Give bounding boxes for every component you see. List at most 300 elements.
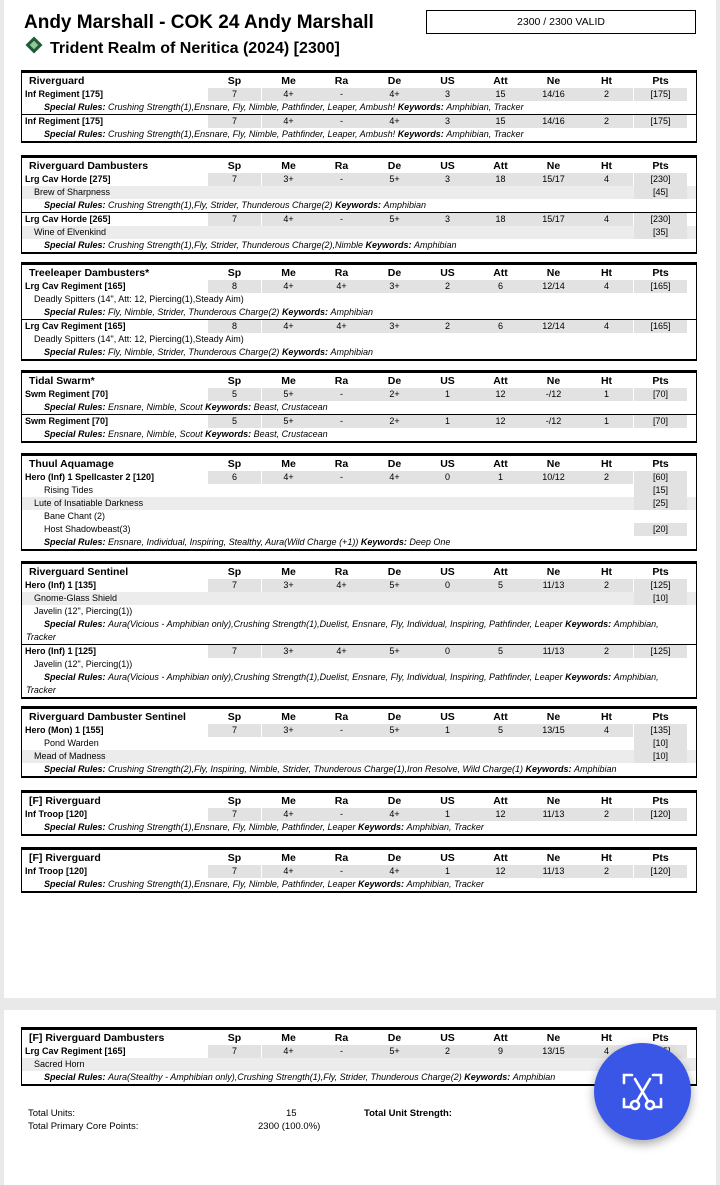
unit-entry-row	[22, 579, 696, 592]
unit-name: [F] Riverguard	[29, 852, 101, 864]
unit-name: Riverguard	[29, 75, 85, 87]
unit-entry-label: Lrg Cav Regiment [165]	[25, 1046, 126, 1056]
column-header-ht: Ht	[600, 458, 613, 470]
unit-entry-label: Swm Regiment [70]	[25, 389, 109, 399]
unit-block	[21, 155, 697, 254]
stat-us: 3	[421, 115, 474, 128]
stat-att: 5	[474, 724, 527, 737]
column-header-de: De	[387, 566, 402, 578]
stat-de: 4+	[368, 88, 421, 101]
stat-us: 1	[421, 415, 474, 428]
column-header-us: US	[440, 795, 455, 807]
column-header-us: US	[440, 852, 455, 864]
upgrade-label: Javelin (12", Piercing(1))	[34, 606, 133, 616]
keywords-label: Keywords:	[397, 129, 447, 139]
upgrade-row	[22, 523, 696, 536]
unit-name: [F] Riverguard Dambusters	[29, 1032, 165, 1044]
stat-us: 2	[421, 320, 474, 333]
special-rules-text: Aura(Vicious - Amphibian only),Crushing Strength(1),Duelist, Ensnare, Fly, Individual, Inspiring, Pathfinder, Leaper	[108, 672, 566, 682]
stat-pts: [125]	[634, 645, 687, 658]
column-header-me: Me	[281, 795, 296, 807]
unit-entry-label: Hero (Mon) 1 [155]	[25, 725, 104, 735]
keywords-label: Keywords:	[360, 537, 410, 547]
unit-header-row	[22, 265, 696, 280]
stat-de: 5+	[368, 173, 421, 186]
column-header-ra: Ra	[334, 267, 349, 279]
column-header-pts: Pts	[652, 852, 669, 864]
column-header-ra: Ra	[334, 458, 349, 470]
upgrade-points: [15]	[634, 484, 687, 497]
stat-pts: [70]	[634, 415, 687, 428]
stat-de: 3+	[368, 280, 421, 293]
special-rules-line	[22, 199, 696, 212]
upgrade-row	[22, 605, 696, 618]
upgrade-label: Deadly Spitters (14", Att: 12, Piercing(1),Steady Aim)	[34, 294, 244, 304]
upgrade-label: Rising Tides	[44, 485, 94, 495]
stat-pts: [125]	[634, 579, 687, 592]
column-header-sp: Sp	[227, 852, 242, 864]
upgrade-points: [45]	[634, 186, 687, 199]
stat-de: 5+	[368, 724, 421, 737]
unit-block	[21, 790, 697, 836]
column-header-sp: Sp	[227, 160, 242, 172]
stat-de: 4+	[368, 115, 421, 128]
stat-ra: 4+	[315, 280, 368, 293]
keywords-text: Beast, Crustacean	[253, 429, 328, 439]
column-header-me: Me	[281, 852, 296, 864]
column-header-de: De	[387, 795, 402, 807]
stat-ne: 10/12	[527, 471, 580, 484]
points-valid-box: 2300 / 2300 VALID	[426, 10, 696, 34]
unit-entry-row	[22, 414, 696, 428]
stat-de: 2+	[368, 415, 421, 428]
keywords-text: Deep One	[409, 537, 451, 547]
column-header-att: Att	[493, 160, 508, 172]
stat-ne: 12/14	[527, 320, 580, 333]
stat-att: 12	[474, 388, 527, 401]
stat-ra: -	[315, 173, 368, 186]
column-header-de: De	[387, 375, 402, 387]
column-header-me: Me	[281, 375, 296, 387]
column-header-me: Me	[281, 1032, 296, 1044]
stat-sp: 6	[208, 471, 261, 484]
stat-ne: 12/14	[527, 280, 580, 293]
stat-sp: 7	[208, 115, 261, 128]
special-rules-label: Special Rules:	[44, 129, 109, 139]
stat-ht: 4	[580, 280, 633, 293]
unit-name: Riverguard Dambusters	[29, 160, 149, 172]
stat-us: 0	[421, 645, 474, 658]
keywords-label: Keywords:	[397, 102, 447, 112]
unit-entry-row	[22, 280, 696, 293]
keywords-text: Amphibian, Tracker	[26, 619, 659, 642]
unit-header-row	[22, 73, 696, 88]
column-header-ra: Ra	[334, 711, 349, 723]
special-rules-label: Special Rules:	[44, 879, 109, 889]
special-rules-label: Special Rules:	[44, 402, 109, 412]
stat-att: 1	[474, 471, 527, 484]
keywords-label: Keywords:	[205, 429, 254, 439]
upgrade-label: Wine of Elvenkind	[34, 227, 107, 237]
column-header-ne: Ne	[546, 566, 561, 578]
special-rules-line	[22, 346, 696, 359]
keywords-text: Amphibian, Tracker	[446, 102, 524, 112]
keywords-label: Keywords:	[358, 879, 407, 889]
special-rules-label: Special Rules:	[44, 537, 109, 547]
column-header-att: Att	[493, 566, 508, 578]
column-header-us: US	[440, 75, 455, 87]
upgrade-points: [20]	[634, 523, 687, 536]
special-rules-text: Ensnare, Nimble, Scout	[108, 402, 206, 412]
stat-ra: -	[315, 388, 368, 401]
special-rules-label: Special Rules:	[44, 102, 109, 112]
column-header-de: De	[387, 852, 402, 864]
unit-entry-row	[22, 644, 696, 658]
column-header-ne: Ne	[546, 795, 561, 807]
stat-me: 4+	[262, 1045, 315, 1058]
unit-entry-row	[22, 808, 696, 821]
upgrade-label: Sacred Horn	[34, 1059, 85, 1069]
column-header-att: Att	[493, 458, 508, 470]
stat-ra: 4+	[315, 645, 368, 658]
keywords-label: Keywords:	[565, 672, 614, 682]
stat-ne: 15/17	[527, 173, 580, 186]
total-units-label: Total Units:	[28, 1108, 75, 1119]
column-header-me: Me	[281, 75, 296, 87]
column-header-sp: Sp	[227, 375, 242, 387]
upgrade-row	[22, 186, 696, 199]
unit-header-row	[22, 709, 696, 724]
special-rules-line	[22, 536, 696, 549]
upgrade-label: Bane Chant (2)	[44, 511, 106, 521]
special-rules-text: Ensnare, Individual, Inspiring, Stealthy, Aura(Wild Charge (+1))	[108, 537, 361, 547]
upgrade-row	[22, 484, 696, 497]
special-rules-line	[22, 878, 696, 891]
stat-ne: 15/17	[527, 213, 580, 226]
column-header-me: Me	[281, 458, 296, 470]
column-header-sp: Sp	[227, 267, 242, 279]
unit-entry-row	[22, 724, 696, 737]
unit-entry-label: Swm Regiment [70]	[25, 416, 109, 426]
keywords-label: Keywords:	[365, 240, 414, 250]
stat-pts: [135]	[634, 724, 687, 737]
keywords-text: Amphibian	[573, 764, 617, 774]
column-header-de: De	[387, 75, 402, 87]
stat-me: 4+	[262, 808, 315, 821]
stat-ht: 4	[580, 1045, 633, 1058]
special-rules-line	[22, 101, 696, 114]
stat-ht: 2	[580, 88, 633, 101]
keywords-text: Amphibian	[512, 1072, 556, 1082]
stat-de: 4+	[368, 865, 421, 878]
keywords-text: Amphibian	[330, 347, 373, 357]
stat-sp: 5	[208, 388, 261, 401]
page-title: Andy Marshall - COK 24 Andy Marshall	[24, 12, 374, 33]
stat-me: 3+	[262, 645, 315, 658]
special-rules-text: Crushing Strength(1),Fly, Strider, Thunderous Charge(2),Nimble	[108, 240, 366, 250]
total-primary-core-points-value: 2300 (100.0%)	[258, 1121, 321, 1132]
total-unit-strength-label: Total Unit Strength:	[364, 1108, 452, 1119]
special-rules-line	[22, 671, 696, 697]
unit-header-row	[22, 158, 696, 173]
special-rules-line	[22, 128, 696, 141]
stat-pts: [175]	[634, 115, 687, 128]
stat-me: 4+	[262, 280, 315, 293]
column-header-us: US	[440, 1032, 455, 1044]
stat-ht: 4	[580, 213, 633, 226]
unit-entry-row	[22, 212, 696, 226]
column-header-pts: Pts	[652, 375, 669, 387]
column-header-us: US	[440, 375, 455, 387]
stat-de: 4+	[368, 471, 421, 484]
stat-me: 4+	[262, 213, 315, 226]
column-header-ne: Ne	[546, 458, 561, 470]
column-header-us: US	[440, 711, 455, 723]
unit-name: [F] Riverguard	[29, 795, 101, 807]
column-header-sp: Sp	[227, 795, 242, 807]
special-rules-label: Special Rules:	[44, 240, 109, 250]
stat-us: 3	[421, 88, 474, 101]
stat-pts: [175]	[634, 88, 687, 101]
unit-entry-row	[22, 319, 696, 333]
unit-block	[21, 262, 697, 361]
keywords-text: Beast, Crustacean	[253, 402, 328, 412]
upgrade-row	[22, 333, 696, 346]
column-header-pts: Pts	[652, 566, 669, 578]
stat-me: 4+	[262, 320, 315, 333]
special-rules-line	[22, 428, 696, 441]
stat-pts: [230]	[634, 173, 687, 186]
unit-entry-label: Inf Troop [120]	[25, 809, 88, 819]
upgrade-row	[22, 658, 696, 671]
stat-me: 4+	[262, 471, 315, 484]
stat-ne: 11/13	[527, 808, 580, 821]
stat-ra: -	[315, 1045, 368, 1058]
column-header-ht: Ht	[600, 75, 613, 87]
upgrade-row	[22, 510, 696, 523]
special-rules-text: Crushing Strength(1),Ensnare, Fly, Nimble, Pathfinder, Leaper	[108, 822, 358, 832]
stat-ht: 4	[580, 320, 633, 333]
special-rules-label: Special Rules:	[44, 672, 109, 682]
scissors-fab-button[interactable]	[594, 1043, 691, 1140]
column-header-att: Att	[493, 375, 508, 387]
column-header-me: Me	[281, 267, 296, 279]
column-header-sp: Sp	[227, 458, 242, 470]
special-rules-text: Ensnare, Nimble, Scout	[108, 429, 206, 439]
stat-att: 15	[474, 115, 527, 128]
column-header-att: Att	[493, 852, 508, 864]
stat-pts: [165]	[634, 320, 687, 333]
column-header-pts: Pts	[652, 75, 669, 87]
column-header-me: Me	[281, 160, 296, 172]
column-header-ne: Ne	[546, 711, 561, 723]
stat-de: 5+	[368, 213, 421, 226]
upgrade-points: [10]	[634, 737, 687, 750]
stat-ra: -	[315, 808, 368, 821]
stat-att: 18	[474, 173, 527, 186]
upgrade-points: [10]	[634, 750, 687, 763]
upgrade-label: Host Shadowbeast(3)	[44, 524, 131, 534]
stat-us: 2	[421, 280, 474, 293]
stat-pts: [165]	[634, 280, 687, 293]
upgrade-row	[22, 293, 696, 306]
stat-us: 3	[421, 173, 474, 186]
column-header-ra: Ra	[334, 795, 349, 807]
stat-ne: 13/15	[527, 1045, 580, 1058]
unit-entry-label: Inf Troop [120]	[25, 866, 88, 876]
column-header-de: De	[387, 267, 402, 279]
stat-ra: -	[315, 88, 368, 101]
stat-ra: -	[315, 724, 368, 737]
keywords-text: Amphibian, Tracker	[26, 672, 659, 695]
unit-header-row	[22, 373, 696, 388]
stat-me: 3+	[262, 579, 315, 592]
keywords-label: Keywords:	[281, 307, 331, 317]
upgrade-points: [35]	[634, 226, 687, 239]
stat-att: 6	[474, 280, 527, 293]
keywords-text: Amphibian, Tracker	[406, 822, 484, 832]
army-subtitle: Trident Realm of Neritica (2024) [2300]	[24, 40, 340, 58]
upgrade-row	[22, 750, 696, 763]
stat-ht: 2	[580, 579, 633, 592]
stat-ra: -	[315, 115, 368, 128]
special-rules-line	[22, 763, 696, 776]
column-header-ne: Ne	[546, 75, 561, 87]
document-header	[24, 10, 700, 64]
column-header-ra: Ra	[334, 375, 349, 387]
column-header-ht: Ht	[600, 566, 613, 578]
stat-de: 5+	[368, 645, 421, 658]
unit-entry-row	[22, 173, 696, 186]
stat-ht: 2	[580, 115, 633, 128]
stat-att: 12	[474, 808, 527, 821]
unit-name: Riverguard Dambuster Sentinel	[29, 711, 186, 723]
unit-entry-row	[22, 88, 696, 101]
unit-entry-row	[22, 388, 696, 401]
column-header-pts: Pts	[652, 795, 669, 807]
unit-entry-label: Inf Regiment [175]	[25, 89, 104, 99]
unit-name: Treeleaper Dambusters*	[29, 267, 150, 279]
unit-header-row	[22, 564, 696, 579]
unit-entry-row	[22, 114, 696, 128]
upgrade-row	[22, 737, 696, 750]
scissors-icon	[594, 1043, 691, 1140]
stat-me: 4+	[262, 115, 315, 128]
stat-att: 5	[474, 645, 527, 658]
special-rules-text: Fly, Nimble, Strider, Thunderous Charge(2)	[108, 347, 282, 357]
column-header-us: US	[440, 267, 455, 279]
column-header-pts: Pts	[652, 458, 669, 470]
stat-sp: 5	[208, 415, 261, 428]
unit-block	[21, 70, 697, 143]
keywords-text: Amphibian, Tracker	[446, 129, 524, 139]
column-header-pts: Pts	[652, 711, 669, 723]
column-header-sp: Sp	[227, 566, 242, 578]
column-header-ht: Ht	[600, 160, 613, 172]
column-header-ne: Ne	[546, 160, 561, 172]
unit-entry-row	[22, 865, 696, 878]
stat-ht: 4	[580, 173, 633, 186]
stat-ht: 2	[580, 865, 633, 878]
stat-us: 0	[421, 471, 474, 484]
unit-header-row	[22, 850, 696, 865]
unit-entry-label: Hero (Inf) 1 Spellcaster 2 [120]	[25, 472, 155, 482]
special-rules-line	[22, 401, 696, 414]
stat-me: 3+	[262, 724, 315, 737]
column-header-ht: Ht	[600, 711, 613, 723]
stat-me: 5+	[262, 388, 315, 401]
upgrade-row	[22, 497, 696, 510]
keywords-label: Keywords:	[464, 1072, 513, 1082]
special-rules-text: Crushing Strength(1),Ensnare, Fly, Nimble, Pathfinder, Leaper	[108, 879, 358, 889]
column-header-me: Me	[281, 566, 296, 578]
unit-block	[21, 706, 697, 778]
upgrade-points: [25]	[634, 497, 687, 510]
stat-sp: 7	[208, 88, 261, 101]
stat-att: 15	[474, 88, 527, 101]
special-rules-text: Crushing Strength(1),Ensnare, Fly, Nimble, Pathfinder, Leaper, Ambush!	[108, 129, 398, 139]
stat-att: 9	[474, 1045, 527, 1058]
stat-ne: -/12	[527, 415, 580, 428]
column-header-pts: Pts	[652, 267, 669, 279]
keywords-text: Amphibian	[330, 307, 373, 317]
column-header-me: Me	[281, 711, 296, 723]
unit-name: Thuul Aquamage	[29, 458, 114, 470]
unit-header-row	[22, 793, 696, 808]
column-header-de: De	[387, 1032, 402, 1044]
column-header-de: De	[387, 458, 402, 470]
keywords-text: Amphibian	[414, 240, 457, 250]
stat-de: 2+	[368, 388, 421, 401]
stat-pts: [70]	[634, 388, 687, 401]
special-rules-text: Crushing Strength(2),Fly, Inspiring, Nimble, Strider, Thunderous Charge(1),Iron Resolve, Wild Charge(1)	[108, 764, 526, 774]
column-header-de: De	[387, 711, 402, 723]
column-header-pts: Pts	[652, 160, 669, 172]
stat-att: 5	[474, 579, 527, 592]
column-header-ne: Ne	[546, 267, 561, 279]
stat-ht: 4	[580, 724, 633, 737]
stat-us: 2	[421, 1045, 474, 1058]
unit-entry-label: Lrg Cav Regiment [165]	[25, 321, 126, 331]
column-header-ra: Ra	[334, 160, 349, 172]
stat-me: 3+	[262, 173, 315, 186]
keywords-text: Amphibian, Tracker	[406, 879, 484, 889]
upgrade-label: Mead of Madness	[34, 751, 106, 761]
upgrade-label: Deadly Spitters (14", Att: 12, Piercing(1),Steady Aim)	[34, 334, 244, 344]
stat-sp: 7	[208, 579, 261, 592]
stat-sp: 7	[208, 213, 261, 226]
unit-entry-row	[22, 471, 696, 484]
stat-sp: 7	[208, 724, 261, 737]
stat-sp: 8	[208, 320, 261, 333]
column-header-ht: Ht	[600, 795, 613, 807]
unit-block	[21, 847, 697, 893]
special-rules-label: Special Rules:	[44, 200, 109, 210]
keywords-label: Keywords:	[525, 764, 574, 774]
column-header-att: Att	[493, 267, 508, 279]
stat-us: 3	[421, 213, 474, 226]
upgrade-points: [10]	[634, 592, 687, 605]
upgrade-label: Pond Warden	[44, 738, 99, 748]
unit-entry-label: Inf Regiment [175]	[25, 116, 104, 126]
stat-ne: 11/13	[527, 645, 580, 658]
special-rules-label: Special Rules:	[44, 764, 109, 774]
unit-entry-label: Lrg Cav Horde [275]	[25, 174, 111, 184]
upgrade-row	[22, 226, 696, 239]
column-header-ne: Ne	[546, 852, 561, 864]
stat-att: 12	[474, 415, 527, 428]
stat-us: 0	[421, 579, 474, 592]
